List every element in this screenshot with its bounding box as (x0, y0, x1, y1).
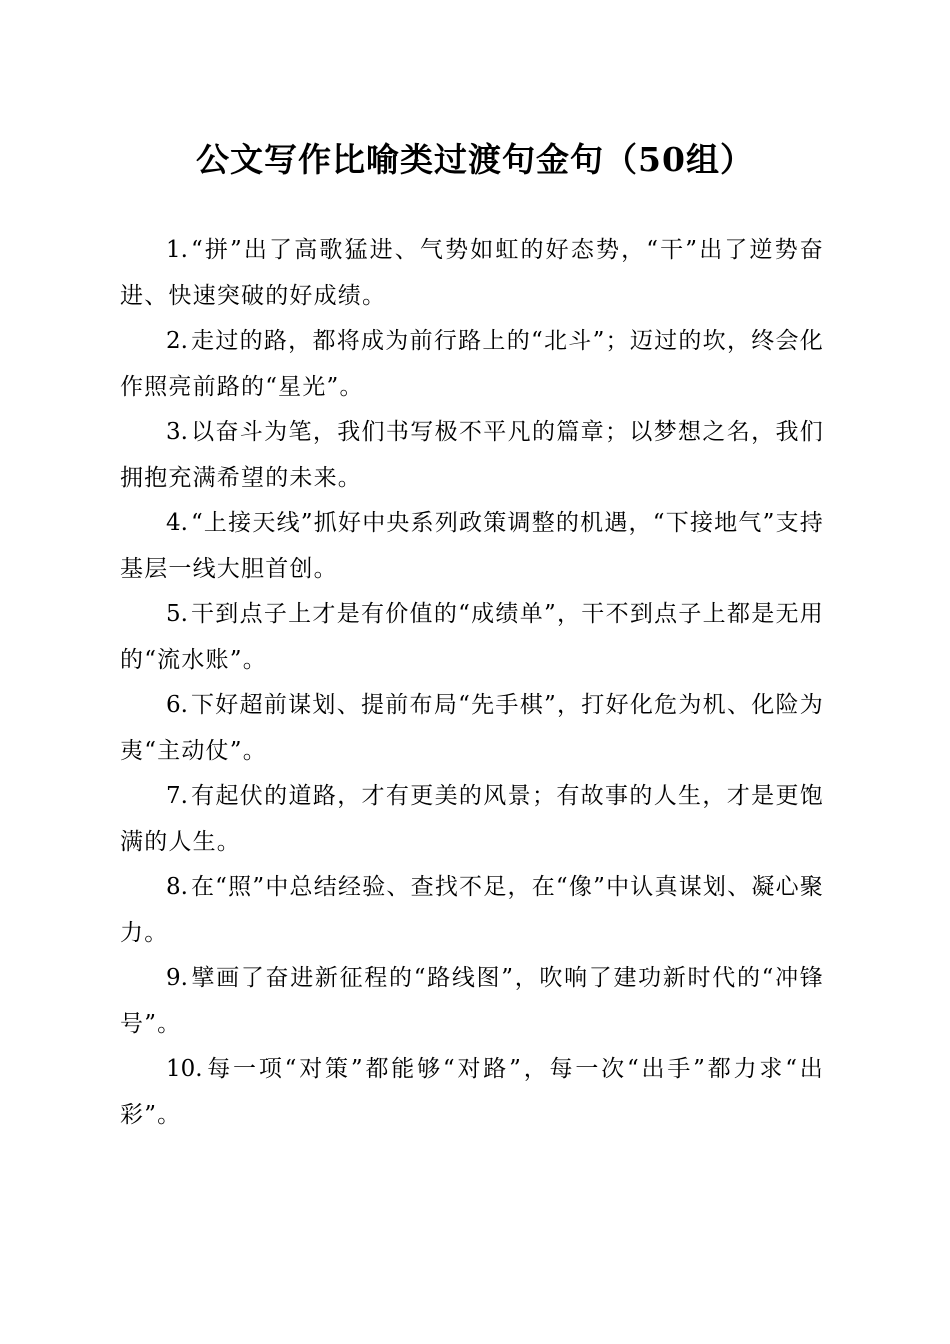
list-item (120, 956, 824, 1047)
item-text: “拼”出了高歌猛进、气势如虹的好态势，“干”出了逆势奋进、快速突破的好成绩。 (120, 237, 824, 309)
item-text: 擘画了奋进新征程的“路线图”，吹响了建功新时代的“冲锋号”。 (120, 965, 824, 1037)
document-title: 公文写作比喻类过渡句金句（50组） (196, 140, 754, 179)
document-body (120, 228, 824, 1138)
item-text: 下好超前谋划、提前布局“先手棋”，打好化危为机、化险为夷“主动仗”。 (120, 692, 824, 764)
list-item (120, 865, 824, 956)
item-text: 每一项“对策”都能够“对路”，每一次“出手”都力求“出彩”。 (120, 1056, 824, 1128)
item-text: 在“照”中总结经验、查找不足，在“像”中认真谋划、凝心聚力。 (120, 874, 824, 946)
list-item (120, 774, 824, 865)
item-number: 9. (166, 965, 188, 991)
item-number: 5. (166, 601, 188, 627)
item-number: 6. (166, 692, 188, 718)
list-item (120, 1047, 824, 1138)
item-text: 走过的路，都将成为前行路上的“北斗”；迈过的坎，终会化作照亮前路的“星光”。 (120, 328, 824, 400)
list-item (120, 228, 824, 319)
item-number: 7. (166, 783, 188, 809)
item-number: 2. (166, 328, 188, 354)
item-number: 10. (166, 1056, 203, 1082)
item-text: “上接天线”抓好中央系列政策调整的机遇，“下接地气”支持基层一线大胆首创。 (120, 510, 824, 582)
list-item (120, 319, 824, 410)
list-item (120, 592, 824, 683)
item-number: 8. (166, 874, 188, 900)
item-number: 4. (166, 510, 188, 536)
list-item (120, 410, 824, 501)
item-text: 以奋斗为笔，我们书写极不平凡的篇章；以梦想之名，我们拥抱充满希望的未来。 (120, 419, 824, 491)
list-item (120, 683, 824, 774)
item-text: 干到点子上才是有价值的“成绩单”，干不到点子上都是无用的“流水账”。 (120, 601, 824, 673)
item-text: 有起伏的道路，才有更美的风景；有故事的人生，才是更饱满的人生。 (120, 783, 824, 855)
list-item (120, 501, 824, 592)
item-number: 1. (166, 237, 188, 263)
item-number: 3. (166, 419, 188, 445)
